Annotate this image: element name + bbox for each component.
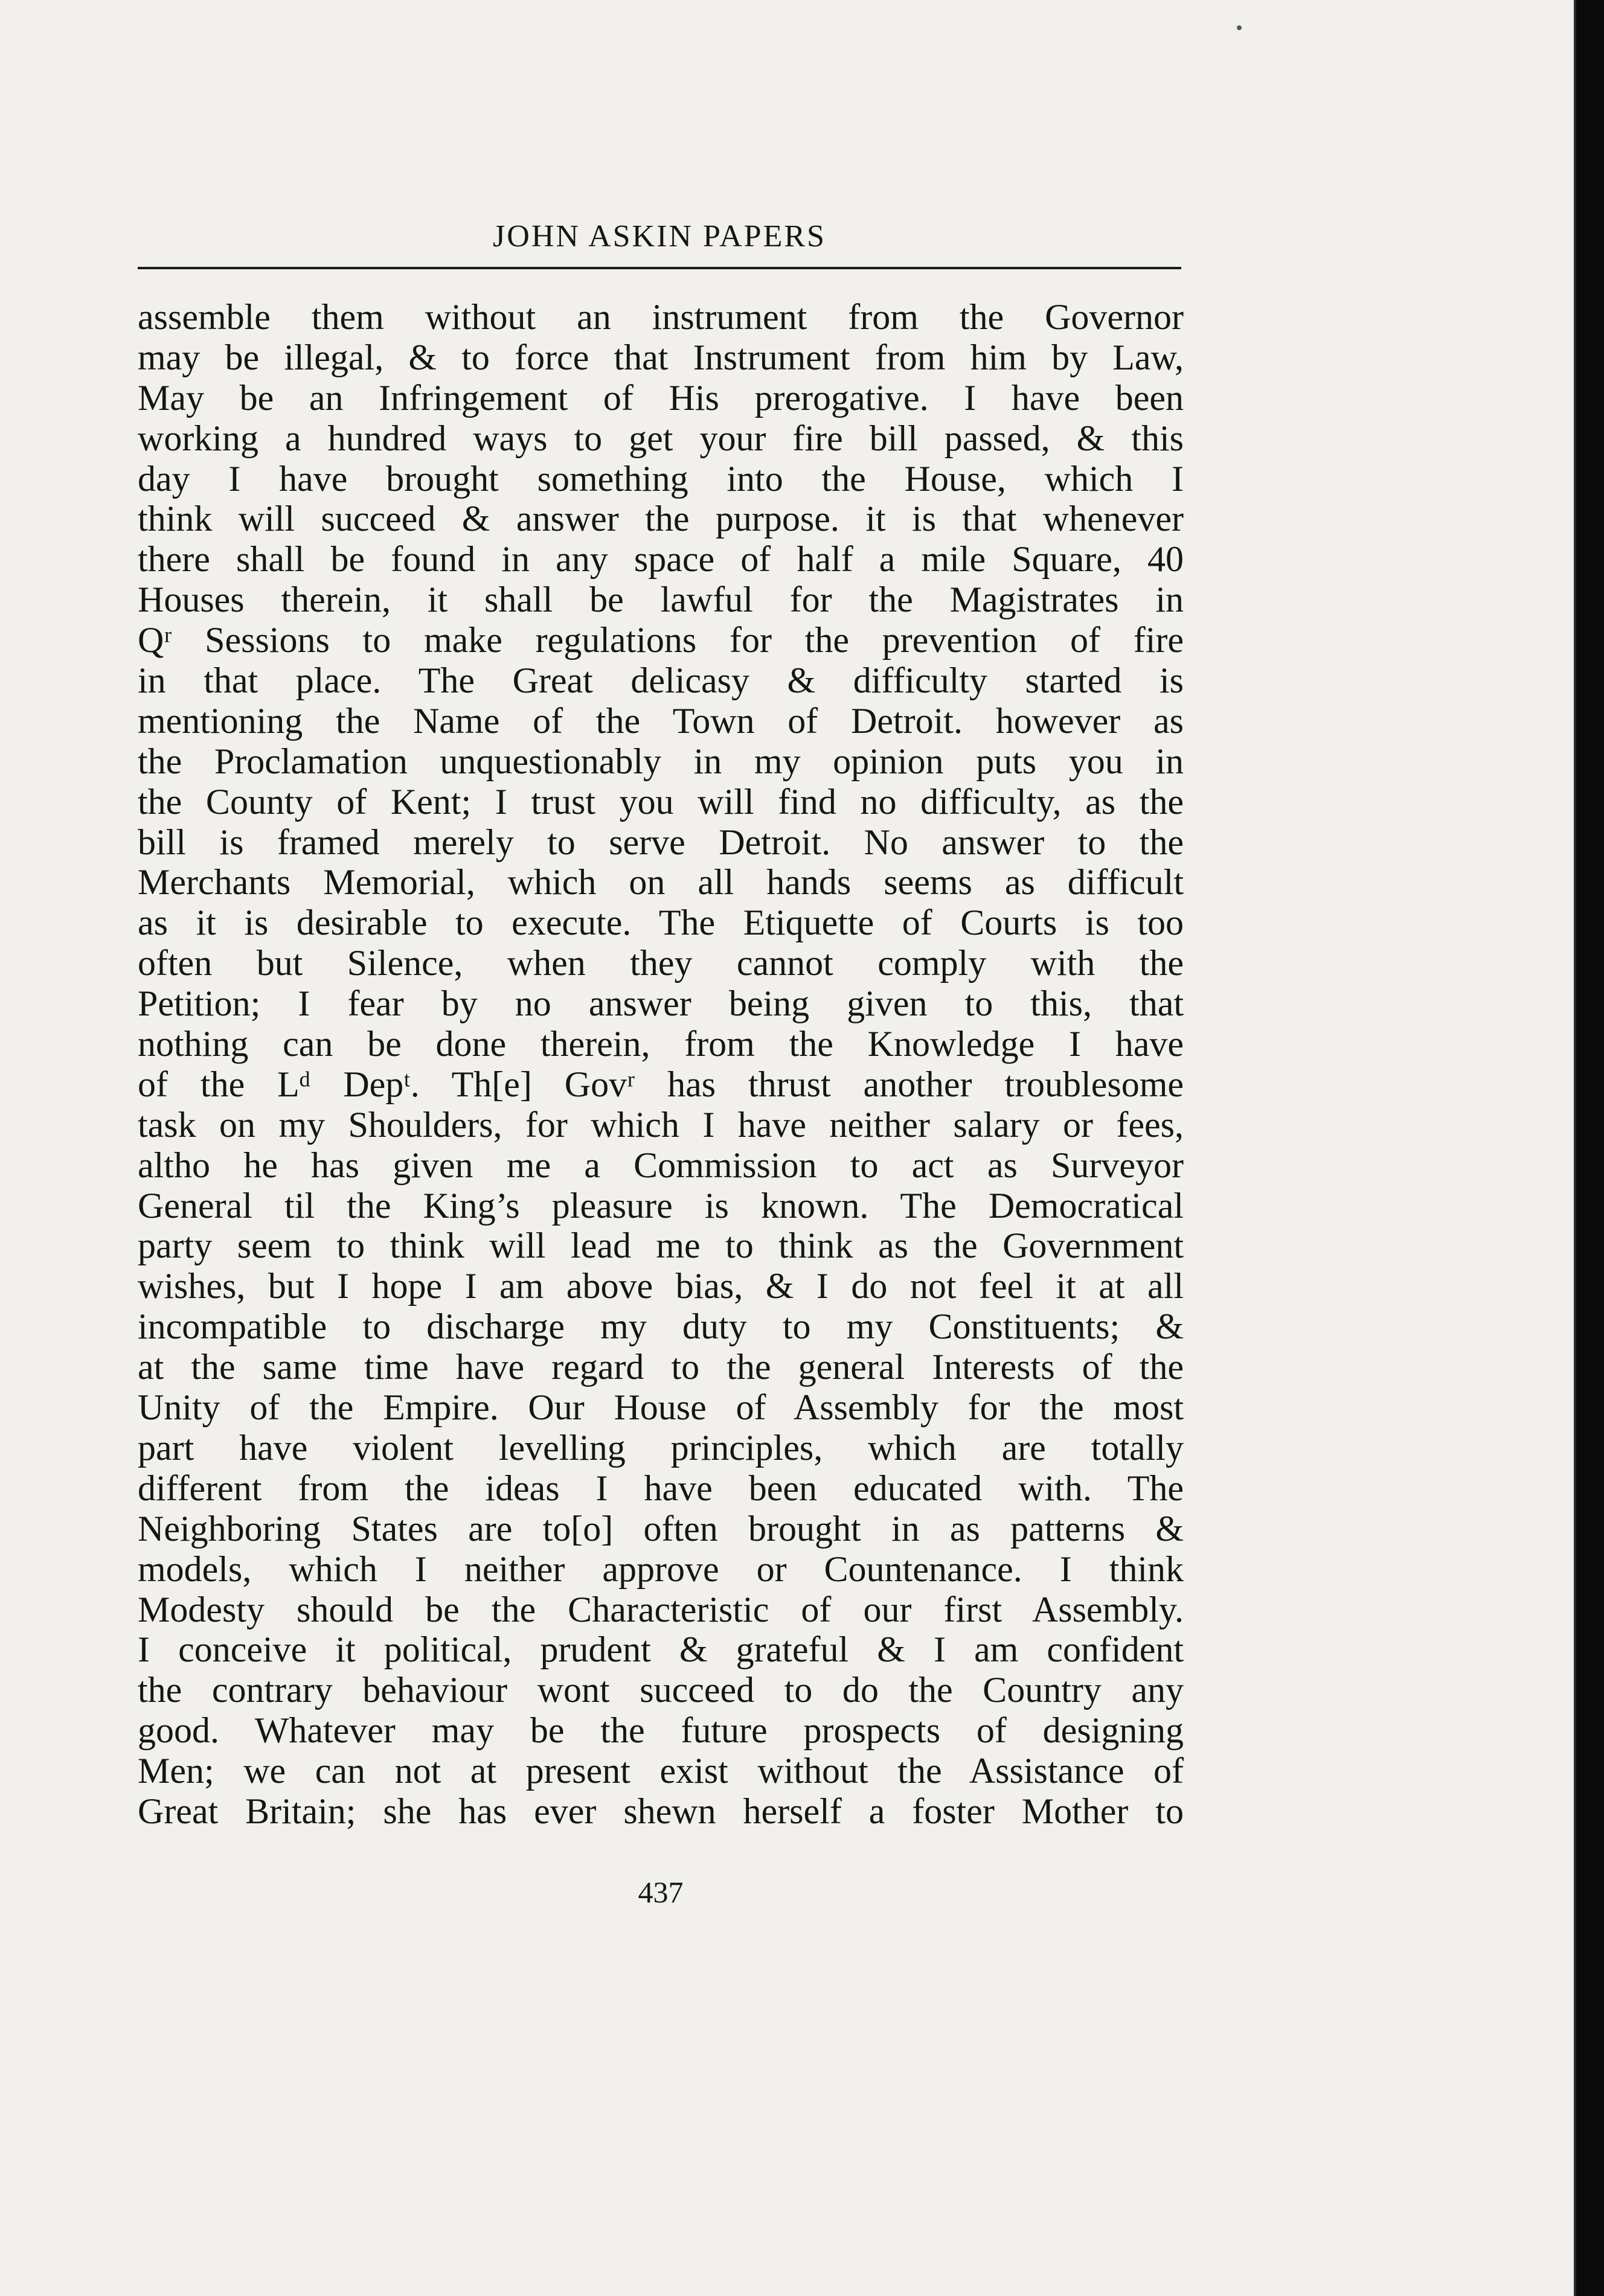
- text-line: Houses therein, it shall be lawful for the Magistrates in: [138, 580, 1184, 620]
- text-line: assemble them without an instrument from the Governor: [138, 297, 1184, 337]
- text-line: Petition; I fear by no answer being given to this, that: [138, 983, 1184, 1024]
- text-line: often but Silence, when they cannot comply with the: [138, 943, 1184, 983]
- text-line: bill is framed merely to serve Detroit. No answer to the: [138, 822, 1184, 862]
- paper-speck: [1237, 25, 1242, 30]
- body-text: [138, 297, 1184, 1832]
- text-line: at the same time have regard to the general Interests of the: [138, 1347, 1184, 1387]
- text-line: party seem to think will lead me to think as the Government: [138, 1226, 1184, 1266]
- page-number: 437: [638, 1875, 684, 1909]
- text-line: nothing can be done therein, from the Knowledge I have: [138, 1024, 1184, 1064]
- text-line: Great Britain; she has ever shewn herself a foster Mother to: [138, 1791, 1184, 1831]
- text-line: there shall be found in any space of half a mile Square, 40: [138, 539, 1184, 580]
- text-line: think will succeed & answer the purpose. it is that whenever: [138, 499, 1184, 539]
- text-line: incompatible to discharge my duty to my Constituents; &: [138, 1306, 1184, 1347]
- text-line: wishes, but I hope I am above bias, & I do not feel it at all: [138, 1266, 1184, 1306]
- text-line: the Proclamation unquestionably in my opinion puts you in: [138, 741, 1184, 781]
- text-line: task on my Shoulders, for which I have neither salary or fees,: [138, 1104, 1184, 1145]
- text-line: models, which I neither approve or Countenance. I think: [138, 1549, 1184, 1589]
- text-line: part have violent levelling principles, which are totally: [138, 1427, 1184, 1468]
- text-line: working a hundred ways to get your fire bill passed, & this: [138, 418, 1184, 458]
- text-line: May be an Infringement of His prerogative. I have been: [138, 377, 1184, 418]
- text-line: Men; we can not at present exist without the Assistance of: [138, 1751, 1184, 1791]
- text-line: mentioning the Name of the Town of Detroit. however as: [138, 700, 1184, 741]
- text-line: as it is desirable to execute. The Etiquette of Courts is too: [138, 903, 1184, 943]
- text-line: altho he has given me a Commission to act as Surveyor: [138, 1145, 1184, 1185]
- text-line: General til the King’s pleasure is known. The Democratical: [138, 1185, 1184, 1226]
- text-line: the contrary behaviour wont succeed to do the Country any: [138, 1670, 1184, 1710]
- text-line: I conceive it political, prudent & grateful & I am confident: [138, 1629, 1184, 1670]
- scan-background-edge: [1576, 0, 1604, 2296]
- text-line: Unity of the Empire. Our House of Assembly for the most: [138, 1387, 1184, 1428]
- text-line: the County of Kent; I trust you will find no difficulty, as the: [138, 781, 1184, 822]
- text-line: Modesty should be the Characteristic of our first Assembly.: [138, 1589, 1184, 1629]
- running-head: JOHN ASKIN PAPERS: [493, 219, 826, 254]
- text-line: may be illegal, & to force that Instrument from him by Law,: [138, 337, 1184, 377]
- text-line: good. Whatever may be the future prospects of designing: [138, 1710, 1184, 1751]
- text-line: of the Lᵈ Depᵗ. Th[e] Govʳ has thrust another troublesome: [138, 1064, 1184, 1104]
- text-line: Merchants Memorial, which on all hands seems as difficult: [138, 862, 1184, 903]
- text-line: different from the ideas I have been educated with. The: [138, 1468, 1184, 1508]
- text-line: Neighboring States are to[o] often brought in as patterns &: [138, 1508, 1184, 1549]
- text-line: day I have brought something into the House, which I: [138, 458, 1184, 499]
- text-line: in that place. The Great delicasy & difficulty started is: [138, 660, 1184, 701]
- header-rule: [138, 267, 1181, 269]
- text-line: Qʳ Sessions to make regulations for the prevention of fire: [138, 620, 1184, 660]
